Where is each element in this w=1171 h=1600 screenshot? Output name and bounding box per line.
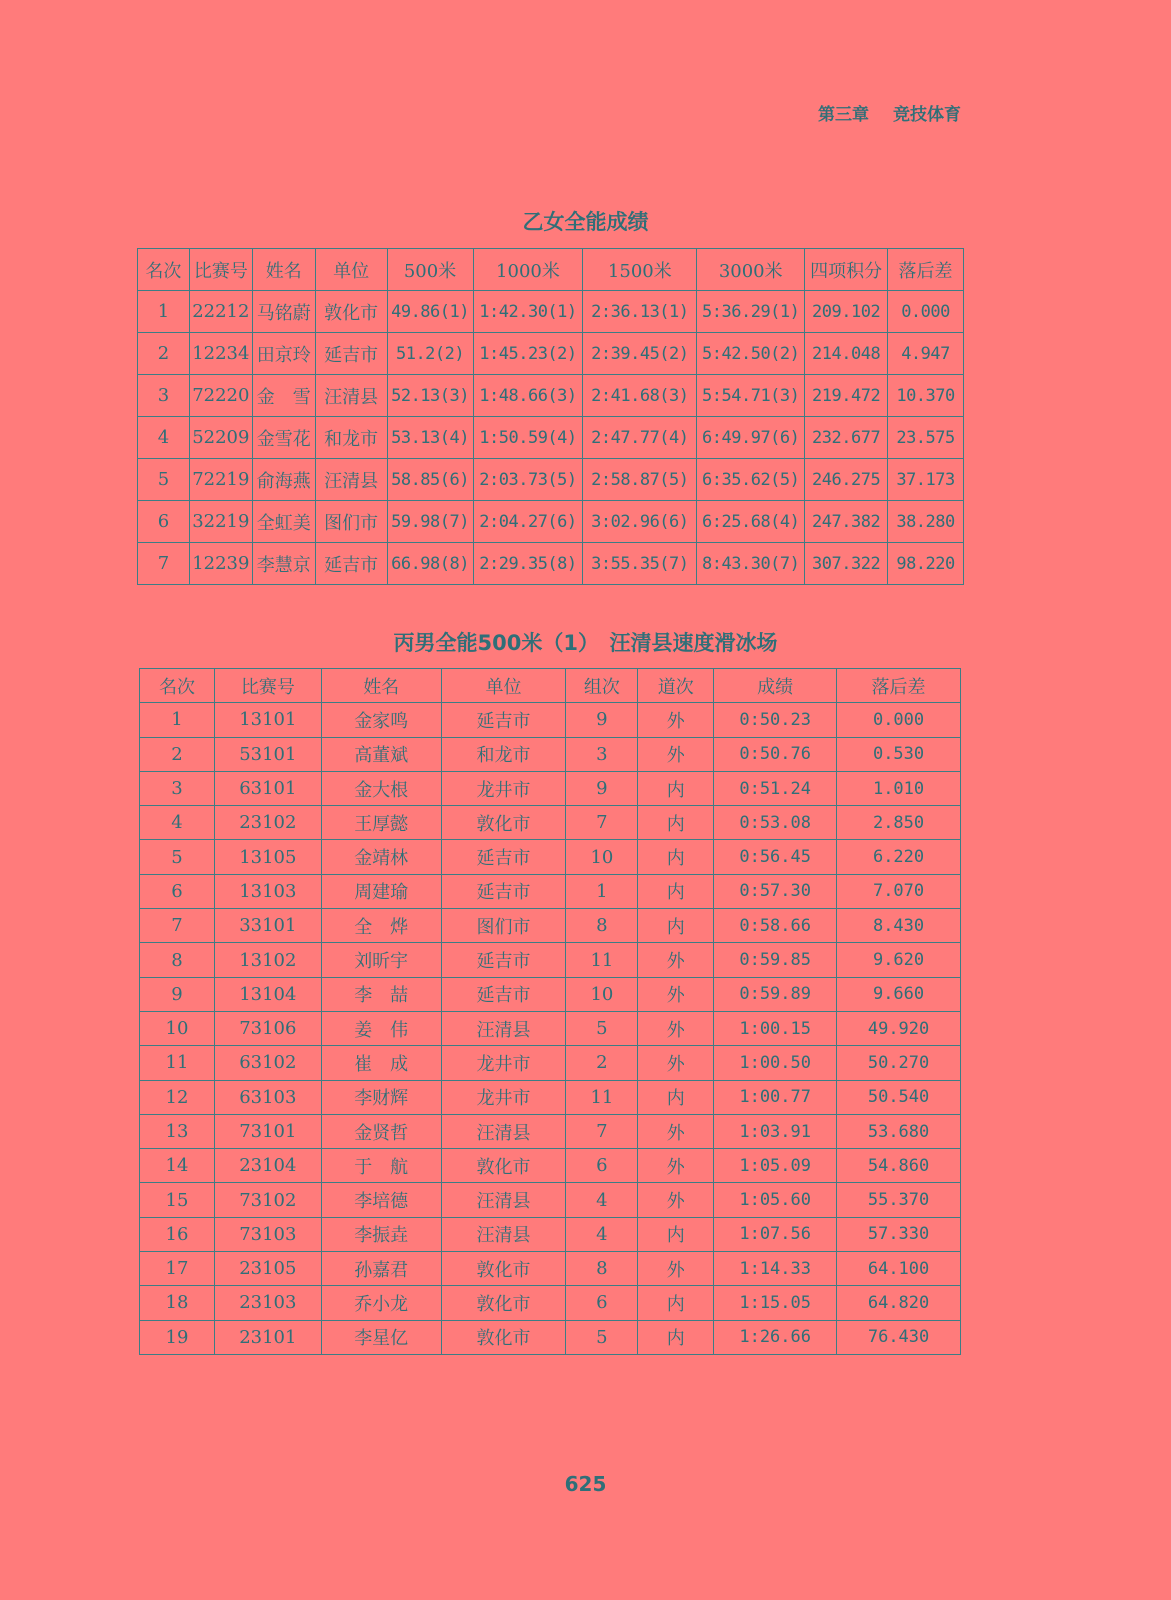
table-cell: 全 烨: [321, 909, 441, 943]
table-cell: 5: [140, 840, 215, 874]
table-cell: 高董斌: [321, 737, 441, 771]
table-cell: 2: [140, 737, 215, 771]
table-row: [140, 840, 961, 874]
table-cell: 7: [566, 1114, 638, 1148]
table-cell: 李培德: [321, 1183, 441, 1217]
table-cell: 孙嘉君: [321, 1252, 441, 1286]
table-cell: 63103: [214, 1080, 321, 1114]
table-cell: 0:51.24: [714, 771, 837, 805]
table-cell: 汪清县: [315, 459, 387, 501]
table-cell: 8: [566, 1252, 638, 1286]
table-cell: 外: [638, 737, 714, 771]
table-cell: 52209: [189, 417, 252, 459]
table-cell: 敦化市: [441, 1149, 566, 1183]
table-cell: 5: [566, 1011, 638, 1045]
table-row: [140, 1011, 961, 1045]
table-cell: 3:02.96(6): [583, 501, 697, 543]
table-cell: 0:56.45: [714, 840, 837, 874]
table-cell: 10: [140, 1011, 215, 1045]
table-cell: 32219: [189, 501, 252, 543]
column-header: 成绩: [714, 669, 837, 703]
table-cell: 汪清县: [441, 1114, 566, 1148]
table-cell: 6: [566, 1286, 638, 1320]
running-header: [818, 100, 961, 125]
column-header: 落后差: [837, 669, 961, 703]
table-cell: 11: [140, 1046, 215, 1080]
table-cell: 6: [566, 1149, 638, 1183]
table-cell: 1:00.15: [714, 1011, 837, 1045]
table-cell: 内: [638, 1217, 714, 1251]
table-cell: 55.370: [837, 1183, 961, 1217]
table-cell: 延吉市: [315, 543, 387, 585]
column-header: 比赛号: [214, 669, 321, 703]
table-cell: 63102: [214, 1046, 321, 1080]
table-row: [138, 375, 964, 417]
table-cell: 李振垚: [321, 1217, 441, 1251]
table-cell: 19: [140, 1320, 215, 1354]
table-cell: 57.330: [837, 1217, 961, 1251]
table-cell: 50.540: [837, 1080, 961, 1114]
table-cell: 1:00.77: [714, 1080, 837, 1114]
table-cell: 18: [140, 1286, 215, 1320]
table-cell: 延吉市: [441, 874, 566, 908]
table-cell: 外: [638, 1046, 714, 1080]
table-cell: 23102: [214, 806, 321, 840]
column-header: 四项积分: [805, 249, 888, 291]
table-row: [140, 977, 961, 1011]
table-cell: 11: [566, 943, 638, 977]
table-cell: 66.98(8): [387, 543, 473, 585]
table-cell: 汪清县: [441, 1183, 566, 1217]
table-cell: 13102: [214, 943, 321, 977]
table-cell: 龙井市: [441, 771, 566, 805]
table-cell: 13101: [214, 703, 321, 737]
table-cell: 59.98(7): [387, 501, 473, 543]
table-cell: 1:45.23(2): [473, 333, 583, 375]
table-cell: 周建瑜: [321, 874, 441, 908]
table-cell: 209.102: [805, 291, 888, 333]
table-cell: 12234: [189, 333, 252, 375]
table-cell: 内: [638, 1320, 714, 1354]
table-cell: 4: [566, 1217, 638, 1251]
table-row: [140, 1217, 961, 1251]
table-cell: 2:39.45(2): [583, 333, 697, 375]
table-cell: 内: [638, 840, 714, 874]
table-cell: 23101: [214, 1320, 321, 1354]
table-cell: 53.13(4): [387, 417, 473, 459]
table-cell: 外: [638, 977, 714, 1011]
table-cell: 0:53.08: [714, 806, 837, 840]
table-cell: 52.13(3): [387, 375, 473, 417]
table-cell: 2:04.27(6): [473, 501, 583, 543]
table-row: [140, 1183, 961, 1217]
table-cell: 38.280: [888, 501, 964, 543]
table-cell: 内: [638, 1286, 714, 1320]
column-header: 单位: [315, 249, 387, 291]
table-cell: 外: [638, 1114, 714, 1148]
table-cell: 7: [138, 543, 190, 585]
table-cell: 10: [566, 840, 638, 874]
table-cell: 9.660: [837, 977, 961, 1011]
column-header: 姓名: [321, 669, 441, 703]
table-row: [140, 874, 961, 908]
table-row: [140, 909, 961, 943]
table-row: [140, 737, 961, 771]
table-cell: 6:35.62(5): [697, 459, 805, 501]
table-row: [140, 1080, 961, 1114]
table-row: [140, 1046, 961, 1080]
table-cell: 0:57.30: [714, 874, 837, 908]
table-cell: 63101: [214, 771, 321, 805]
table-cell: 金家鸣: [321, 703, 441, 737]
table-cell: 2:58.87(5): [583, 459, 697, 501]
table-cell: 0:59.85: [714, 943, 837, 977]
table-cell: 9: [140, 977, 215, 1011]
table-cell: 李 喆: [321, 977, 441, 1011]
table-cell: 12239: [189, 543, 252, 585]
table-cell: 敦化市: [441, 1320, 566, 1354]
table-cell: 5:42.50(2): [697, 333, 805, 375]
table-row: [138, 333, 964, 375]
table-cell: 23103: [214, 1286, 321, 1320]
table-cell: 2: [138, 333, 190, 375]
table-cell: 4: [140, 806, 215, 840]
table-cell: 4.947: [888, 333, 964, 375]
table-cell: 7.070: [837, 874, 961, 908]
table-cell: 247.382: [805, 501, 888, 543]
table-cell: 6: [140, 874, 215, 908]
table-cell: 1:50.59(4): [473, 417, 583, 459]
table-cell: 龙井市: [441, 1080, 566, 1114]
table-cell: 73101: [214, 1114, 321, 1148]
table-cell: 307.322: [805, 543, 888, 585]
table-cell: 2:03.73(5): [473, 459, 583, 501]
table-cell: 13104: [214, 977, 321, 1011]
table-cell: 53101: [214, 737, 321, 771]
table-cell: 9.620: [837, 943, 961, 977]
table-cell: 3: [566, 737, 638, 771]
table-cell: 敦化市: [441, 1252, 566, 1286]
table-cell: 延吉市: [315, 333, 387, 375]
table1-title: 乙女全能成绩: [522, 210, 649, 234]
table-cell: 崔 成: [321, 1046, 441, 1080]
table-cell: 76.430: [837, 1320, 961, 1354]
table-cell: 汪清县: [441, 1011, 566, 1045]
table-cell: 50.270: [837, 1046, 961, 1080]
table-row: [140, 806, 961, 840]
table-cell: 23104: [214, 1149, 321, 1183]
column-header: 1500米: [583, 249, 697, 291]
table-cell: 内: [638, 874, 714, 908]
table-cell: 2:47.77(4): [583, 417, 697, 459]
table-row: [138, 417, 964, 459]
column-header: 500米: [387, 249, 473, 291]
table-row: [140, 1320, 961, 1354]
table-cell: 刘昕宇: [321, 943, 441, 977]
table-cell: 汪清县: [315, 375, 387, 417]
table-cell: 田京玲: [252, 333, 315, 375]
table-cell: 姜 伟: [321, 1011, 441, 1045]
table-row: [140, 1149, 961, 1183]
table-cell: 外: [638, 1252, 714, 1286]
column-header: 比赛号: [189, 249, 252, 291]
table-cell: 外: [638, 703, 714, 737]
table-cell: 246.275: [805, 459, 888, 501]
table-cell: 5:54.71(3): [697, 375, 805, 417]
table-cell: 17: [140, 1252, 215, 1286]
table-cell: 汪清县: [441, 1217, 566, 1251]
table-cell: 金靖林: [321, 840, 441, 874]
table-header-row: [140, 669, 961, 703]
table-cell: 1: [140, 703, 215, 737]
table-cell: 全虹美: [252, 501, 315, 543]
table-row: [140, 1286, 961, 1320]
table-cell: 0.530: [837, 737, 961, 771]
table-cell: 1:26.66: [714, 1320, 837, 1354]
table-cell: 王厚懿: [321, 806, 441, 840]
table-cell: 0.000: [888, 291, 964, 333]
table-cell: 李星亿: [321, 1320, 441, 1354]
column-header: 3000米: [697, 249, 805, 291]
table-cell: 金 雪: [252, 375, 315, 417]
table-cell: 2:29.35(8): [473, 543, 583, 585]
table-cell: 1:05.09: [714, 1149, 837, 1183]
table-cell: 9: [566, 703, 638, 737]
table-cell: 54.860: [837, 1149, 961, 1183]
table-cell: 15: [140, 1183, 215, 1217]
table-cell: 敦化市: [441, 1286, 566, 1320]
table-cell: 8.430: [837, 909, 961, 943]
table-cell: 1: [566, 874, 638, 908]
table-cell: 外: [638, 1011, 714, 1045]
table-cell: 12: [140, 1080, 215, 1114]
table-cell: 10: [566, 977, 638, 1011]
table-row: [140, 771, 961, 805]
table-cell: 23105: [214, 1252, 321, 1286]
table-cell: 6.220: [837, 840, 961, 874]
table-row: [138, 459, 964, 501]
table-cell: 乔小龙: [321, 1286, 441, 1320]
table-cell: 0.000: [837, 703, 961, 737]
table-cell: 64.100: [837, 1252, 961, 1286]
table-cell: 4: [566, 1183, 638, 1217]
table-cell: 图们市: [441, 909, 566, 943]
results-table-boys-500m: [139, 668, 961, 1355]
table-cell: 98.220: [888, 543, 964, 585]
column-header: 单位: [441, 669, 566, 703]
table-cell: 14: [140, 1149, 215, 1183]
table-cell: 马铭蔚: [252, 291, 315, 333]
table-cell: 1:48.66(3): [473, 375, 583, 417]
table-cell: 内: [638, 909, 714, 943]
table-cell: 3: [138, 375, 190, 417]
table-cell: 敦化市: [315, 291, 387, 333]
table-cell: 2.850: [837, 806, 961, 840]
table-cell: 图们市: [315, 501, 387, 543]
table-cell: 0:58.66: [714, 909, 837, 943]
chapter-label: 第三章: [818, 105, 869, 125]
table-cell: 金贤哲: [321, 1114, 441, 1148]
results-table-girls-allround: [137, 248, 964, 585]
table-cell: 16: [140, 1217, 215, 1251]
table2-title: 丙男全能500米（1） 汪清县速度滑冰场: [393, 631, 778, 655]
table-cell: 6:49.97(6): [697, 417, 805, 459]
table-cell: 3:55.35(7): [583, 543, 697, 585]
table-cell: 1: [138, 291, 190, 333]
table-cell: 51.2(2): [387, 333, 473, 375]
table-cell: 龙井市: [441, 1046, 566, 1080]
table-cell: 8: [140, 943, 215, 977]
table-cell: 俞海燕: [252, 459, 315, 501]
table-row: [138, 291, 964, 333]
table-cell: 于 航: [321, 1149, 441, 1183]
table-cell: 214.048: [805, 333, 888, 375]
table-cell: 延吉市: [441, 840, 566, 874]
section-label: 竞技体育: [893, 105, 961, 125]
table-cell: 58.85(6): [387, 459, 473, 501]
table-cell: 延吉市: [441, 703, 566, 737]
table-row: [140, 703, 961, 737]
table-cell: 金雪花: [252, 417, 315, 459]
table-cell: 22212: [189, 291, 252, 333]
table-cell: 8: [566, 909, 638, 943]
table-cell: 2: [566, 1046, 638, 1080]
table-cell: 6: [138, 501, 190, 543]
table-cell: 延吉市: [441, 977, 566, 1011]
table-cell: 4: [138, 417, 190, 459]
table-cell: 内: [638, 771, 714, 805]
table-cell: 73103: [214, 1217, 321, 1251]
table-cell: 64.820: [837, 1286, 961, 1320]
table-cell: 7: [140, 909, 215, 943]
table-cell: 1:00.50: [714, 1046, 837, 1080]
table-cell: 6:25.68(4): [697, 501, 805, 543]
column-header: 落后差: [888, 249, 964, 291]
table-cell: 内: [638, 1080, 714, 1114]
table-cell: 5: [138, 459, 190, 501]
table-cell: 外: [638, 943, 714, 977]
table-cell: 49.86(1): [387, 291, 473, 333]
table-cell: 10.370: [888, 375, 964, 417]
table-cell: 2:36.13(1): [583, 291, 697, 333]
table-cell: 3: [140, 771, 215, 805]
column-header: 组次: [566, 669, 638, 703]
table-cell: 9: [566, 771, 638, 805]
table-cell: 0:59.89: [714, 977, 837, 1011]
column-header: 道次: [638, 669, 714, 703]
table-cell: 0:50.23: [714, 703, 837, 737]
table-row: [140, 1114, 961, 1148]
table-cell: 49.920: [837, 1011, 961, 1045]
table-cell: 8:43.30(7): [697, 543, 805, 585]
table-cell: 金大根: [321, 771, 441, 805]
table-cell: 0:50.76: [714, 737, 837, 771]
table-cell: 1:07.56: [714, 1217, 837, 1251]
table-cell: 37.173: [888, 459, 964, 501]
table-cell: 23.575: [888, 417, 964, 459]
table-cell: 232.677: [805, 417, 888, 459]
table-cell: 外: [638, 1183, 714, 1217]
table-cell: 72219: [189, 459, 252, 501]
table-header-row: [138, 249, 964, 291]
column-header: 名次: [138, 249, 190, 291]
table-cell: 73102: [214, 1183, 321, 1217]
table-cell: 5:36.29(1): [697, 291, 805, 333]
table-row: [140, 943, 961, 977]
table-cell: 13103: [214, 874, 321, 908]
table-row: [138, 501, 964, 543]
table-cell: 219.472: [805, 375, 888, 417]
table-cell: 外: [638, 1149, 714, 1183]
table-cell: 11: [566, 1080, 638, 1114]
table-cell: 33101: [214, 909, 321, 943]
table-cell: 李慧京: [252, 543, 315, 585]
table-cell: 13105: [214, 840, 321, 874]
table-cell: 53.680: [837, 1114, 961, 1148]
table-cell: 2:41.68(3): [583, 375, 697, 417]
table-cell: 1:42.30(1): [473, 291, 583, 333]
column-header: 姓名: [252, 249, 315, 291]
table-cell: 1:05.60: [714, 1183, 837, 1217]
table-cell: 1:03.91: [714, 1114, 837, 1148]
table-row: [140, 1252, 961, 1286]
table-cell: 1.010: [837, 771, 961, 805]
page-number: 625: [564, 1472, 607, 1496]
table-cell: 和龙市: [441, 737, 566, 771]
table-cell: 内: [638, 806, 714, 840]
table-cell: 1:15.05: [714, 1286, 837, 1320]
table-cell: 敦化市: [441, 806, 566, 840]
table-cell: 72220: [189, 375, 252, 417]
table-cell: 7: [566, 806, 638, 840]
table-cell: 73106: [214, 1011, 321, 1045]
table-cell: 1:14.33: [714, 1252, 837, 1286]
table-cell: 和龙市: [315, 417, 387, 459]
column-header: 1000米: [473, 249, 583, 291]
column-header: 名次: [140, 669, 215, 703]
table-cell: 李财辉: [321, 1080, 441, 1114]
table-cell: 延吉市: [441, 943, 566, 977]
table-cell: 5: [566, 1320, 638, 1354]
table-row: [138, 543, 964, 585]
table-cell: 13: [140, 1114, 215, 1148]
